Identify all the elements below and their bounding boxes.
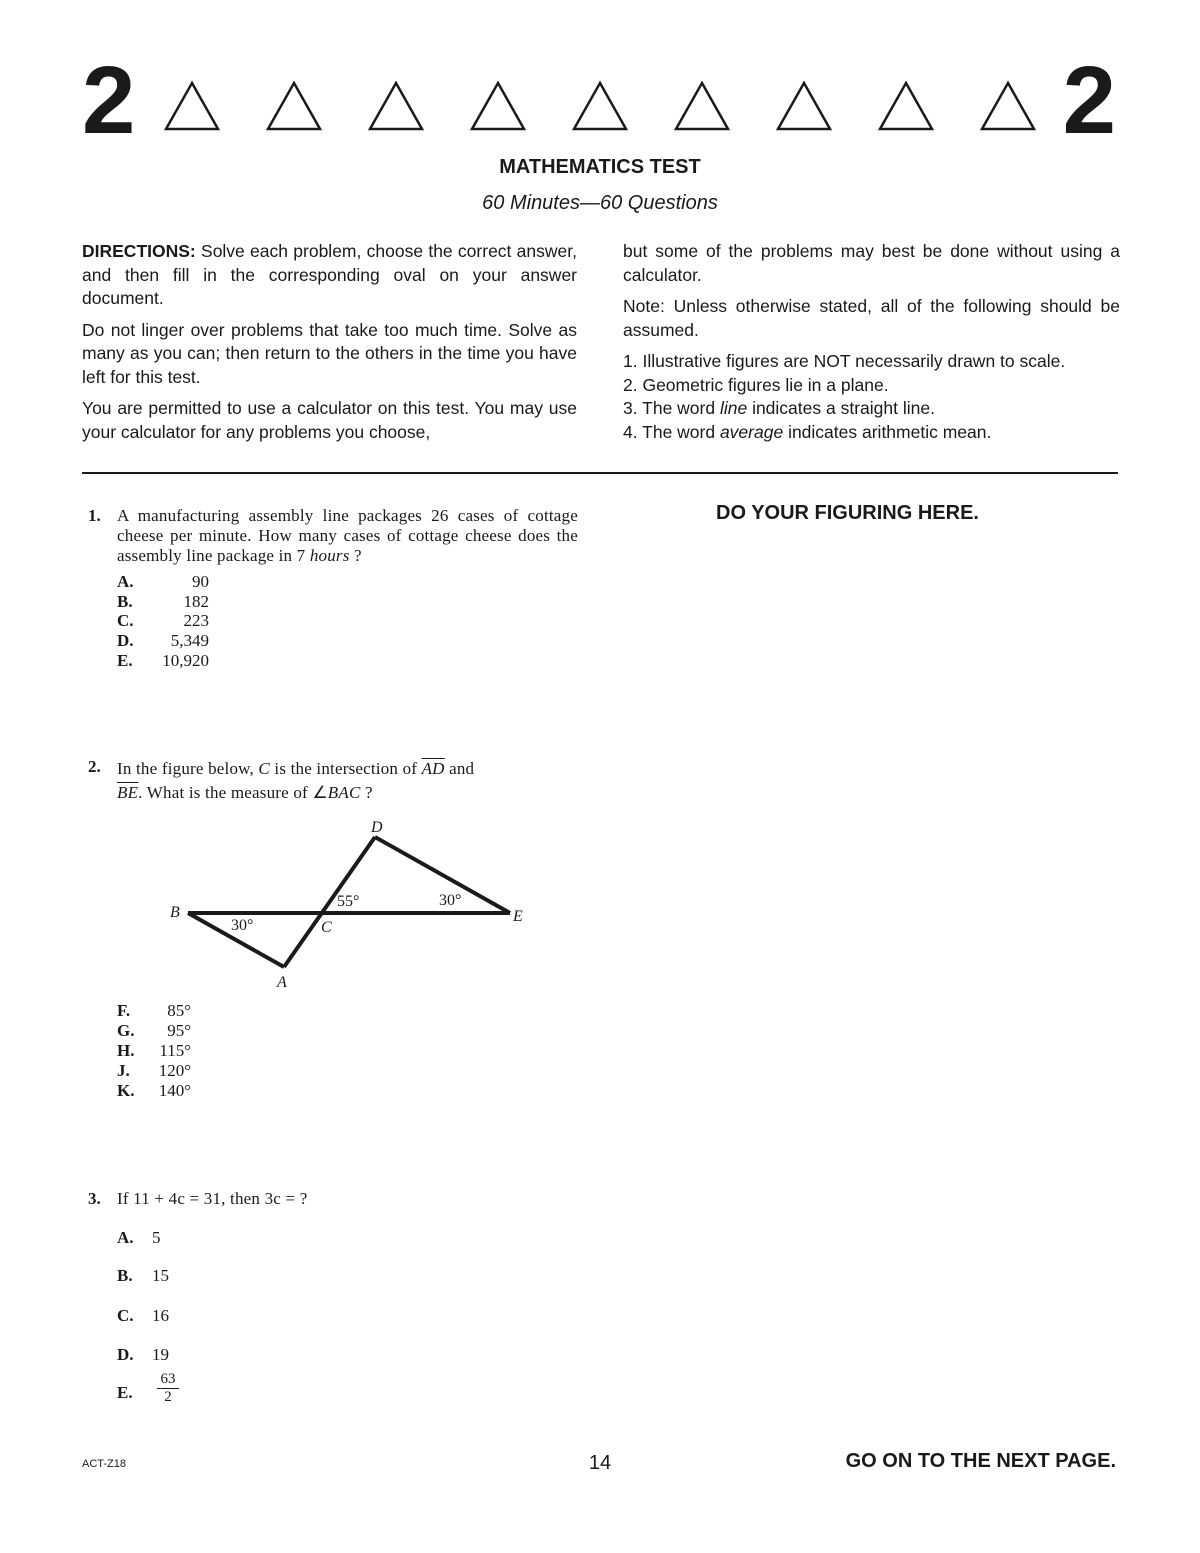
directions-label: DIRECTIONS: bbox=[82, 241, 196, 261]
question-text-part: and bbox=[444, 759, 475, 778]
next-page-notice: GO ON TO THE NEXT PAGE. bbox=[845, 1450, 1116, 1472]
choice-letter: A. bbox=[117, 1228, 134, 1247]
question-1 bbox=[88, 506, 578, 670]
directions-paragraph bbox=[82, 240, 577, 311]
assumption-text: 4. The word bbox=[623, 421, 720, 442]
label-b: B bbox=[170, 904, 180, 921]
angle-label-abc: 30° bbox=[231, 917, 254, 934]
directions-paragraph: You are permitted to use a calculator on this test. You may use your calculator for any problems you choose, bbox=[82, 398, 577, 442]
section-header bbox=[80, 47, 1120, 154]
triangle-icon bbox=[164, 80, 220, 132]
choice-letter: C. bbox=[117, 611, 134, 630]
choice-letter: F. bbox=[117, 1001, 131, 1020]
assumption-text: 3. The word bbox=[623, 398, 720, 418]
test-subtitle: 60 Minutes—60 Questions bbox=[482, 192, 718, 214]
angle-name: BAC bbox=[327, 783, 361, 802]
question-2 bbox=[88, 757, 578, 805]
fraction-value bbox=[157, 1371, 179, 1406]
choice-letter: B. bbox=[117, 592, 133, 611]
question-text bbox=[117, 757, 578, 805]
directions-paragraph: Do not linger over problems that take too much time. Solve as many as you can; then return to the others in the time you have left for this test. bbox=[82, 319, 577, 387]
triangle-icon bbox=[572, 80, 628, 132]
question-text-part: is the intersection of bbox=[269, 759, 422, 778]
question-text-part: In the figure below, bbox=[117, 759, 259, 778]
triangle-icon bbox=[776, 80, 832, 132]
assumption-item bbox=[623, 421, 1120, 445]
label-a: A bbox=[277, 974, 287, 991]
choice-letter: H. bbox=[117, 1041, 135, 1060]
choice-letter: E. bbox=[117, 651, 133, 670]
triangle-icon bbox=[980, 80, 1036, 132]
choice-letter: J. bbox=[117, 1061, 130, 1080]
choice-value: 182 bbox=[183, 592, 209, 611]
question-3 bbox=[88, 1189, 578, 1405]
assumption-text: indicates a straight line. bbox=[747, 398, 935, 418]
question-text bbox=[117, 506, 578, 566]
question-number: 3. bbox=[88, 1189, 101, 1208]
directions-text: Solve each problem, choose the correct answer, and then fill in the corresponding oval on your answer document. bbox=[82, 241, 577, 308]
test-title: MATHEMATICS TEST bbox=[499, 156, 701, 178]
segment-ad bbox=[284, 837, 375, 967]
section-number-left: 2 bbox=[82, 47, 136, 154]
choice-value: 5 bbox=[152, 1228, 161, 1247]
question-text: If 11 + 4c = 31, then 3c = ? bbox=[117, 1189, 308, 1208]
choice-value: 115° bbox=[159, 1041, 191, 1060]
assumption-term: average bbox=[719, 421, 784, 442]
form-code: ACT-Z18 bbox=[82, 1458, 127, 1470]
question-text-part: ? bbox=[360, 783, 373, 802]
choice-value: 90 bbox=[192, 572, 209, 591]
segment-ad: $\overline{AD}$ bbox=[421, 759, 445, 778]
choice-letter: G. bbox=[117, 1021, 135, 1040]
choice-value: 140° bbox=[158, 1081, 191, 1100]
fraction-denominator: 2 bbox=[164, 1389, 172, 1405]
choice-value: 85° bbox=[167, 1001, 191, 1020]
choice-letter: D. bbox=[117, 1345, 134, 1364]
assumption-item: 2. Geometric figures lie in a plane. bbox=[623, 374, 889, 395]
question-number: 1. bbox=[88, 506, 101, 525]
choice-letter: K. bbox=[117, 1081, 135, 1100]
label-d: D bbox=[371, 819, 383, 836]
choice-letter: A. bbox=[117, 572, 134, 591]
question-text-variable: C bbox=[258, 759, 270, 778]
directions-left-column bbox=[82, 240, 577, 452]
label-c: C bbox=[321, 919, 332, 936]
triangle-icon bbox=[674, 80, 730, 132]
label-e: E bbox=[513, 908, 523, 925]
choice-letter: E. bbox=[117, 1383, 133, 1402]
figuring-area-label: DO YOUR FIGURING HERE. bbox=[716, 502, 979, 524]
choice-value: 19 bbox=[152, 1345, 169, 1364]
choice-letter: B. bbox=[117, 1266, 133, 1285]
geometry-figure bbox=[160, 815, 540, 995]
choice-value: 120° bbox=[158, 1061, 191, 1080]
angle-label-dce: 55° bbox=[337, 893, 360, 910]
choice-value: 10,920 bbox=[162, 651, 209, 670]
question-text-part: ? bbox=[349, 546, 362, 565]
choice-value: 15 bbox=[152, 1266, 169, 1285]
assumption-item bbox=[623, 397, 1120, 421]
section-number-right: 2 bbox=[1062, 47, 1116, 154]
segment-be: $\overline{BE}$ bbox=[117, 783, 139, 802]
choice-value: 16 bbox=[152, 1306, 169, 1325]
directions-right-column bbox=[623, 240, 1120, 444]
choice-value: 223 bbox=[183, 611, 209, 630]
triangle-icon bbox=[368, 80, 424, 132]
question-text-part: A manufacturing assembly line packages 26 cases of cottage cheese per minute. How many cases of cottage cheese does the assembly line package in 7 bbox=[117, 506, 578, 565]
triangle-icon bbox=[470, 80, 526, 132]
choice-value: 5,349 bbox=[170, 631, 209, 650]
section-divider bbox=[82, 472, 1118, 474]
triangle-icon bbox=[266, 80, 322, 132]
assumption-item: 1. Illustrative figures are NOT necessarily drawn to scale. bbox=[623, 351, 1066, 371]
directions-note: Note: Unless otherwise stated, all of the following should be assumed. bbox=[623, 296, 1120, 340]
assumption-text: indicates arithmetic mean. bbox=[783, 421, 992, 442]
choice-letter: D. bbox=[117, 631, 134, 650]
question-number: 2. bbox=[88, 757, 101, 776]
choice-value: 95° bbox=[167, 1021, 191, 1040]
assumption-term: line bbox=[719, 398, 748, 418]
question-text-part: . What is the measure of ∠ bbox=[138, 783, 328, 802]
directions-paragraph: but some of the problems may best be done without using a calculator. bbox=[623, 241, 1120, 285]
angle-label-dec: 30° bbox=[439, 892, 462, 909]
page-number: 14 bbox=[588, 1452, 612, 1474]
choice-letter: C. bbox=[117, 1306, 134, 1325]
triangle-icon bbox=[878, 80, 934, 132]
fraction-numerator: 63 bbox=[157, 1371, 179, 1389]
question-text-emphasis: hours bbox=[309, 546, 350, 565]
